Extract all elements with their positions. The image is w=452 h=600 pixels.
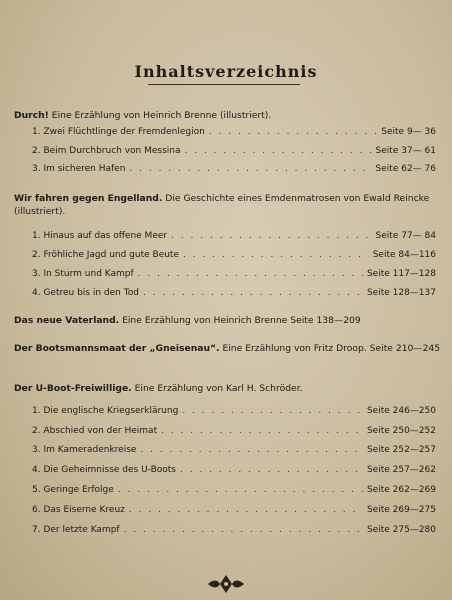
- toc-entry: [32, 504, 436, 516]
- entry-page: Seite 37— 61: [375, 146, 436, 156]
- toc-entry: [32, 249, 436, 261]
- dot-leader: [161, 425, 363, 437]
- entry-page: Seite 84—116: [372, 250, 436, 260]
- entry-page: Seite 257—262: [366, 465, 436, 475]
- section-heading-vaterland: [14, 314, 442, 327]
- dot-leader: [138, 268, 363, 280]
- section-description: Eine Erzählung von Heinrich Brenne (illustriert).: [51, 110, 272, 121]
- dot-leader: [185, 145, 372, 157]
- toc-entry: [32, 444, 436, 456]
- entry-label: 1. Hinaus auf das offene Meer: [32, 231, 168, 241]
- toc-entry: [32, 287, 436, 299]
- section-heading-durch: [14, 109, 442, 122]
- entry-page: Seite 252—257: [366, 445, 436, 455]
- entry-label: 3. Im Kameradenkreise: [32, 445, 137, 455]
- entry-label: 2. Beim Durchbruch von Messina: [32, 146, 181, 156]
- dot-leader: [124, 524, 363, 536]
- entry-label: 3. In Sturm und Kampf: [32, 269, 134, 279]
- toc-entry: [32, 268, 436, 280]
- entry-page: Seite 275—280: [366, 525, 436, 535]
- section-title: Durch!: [14, 110, 49, 121]
- entry-label: 2. Abschied von der Heimat: [32, 426, 158, 436]
- entry-label: 2. Fröhliche Jagd und gute Beute: [32, 250, 179, 260]
- entry-page: Seite 9— 36: [381, 127, 436, 137]
- entry-page: Seite 246—250: [366, 406, 436, 416]
- entry-page: Seite 262—269: [366, 485, 436, 495]
- dot-leader: [183, 249, 369, 261]
- title-underline: [148, 84, 300, 85]
- entry-label: 1. Die englische Kriegserklärung: [32, 406, 179, 416]
- dot-leader: [180, 464, 363, 476]
- dot-leader: [182, 405, 363, 417]
- entry-label: 1. Zwei Flüchtlinge der Fremdenlegion: [32, 127, 205, 137]
- toc-entry: [32, 464, 436, 476]
- dot-leader: [129, 163, 371, 175]
- toc-entry: [32, 405, 436, 417]
- entry-label: 5. Geringe Erfolge: [32, 485, 114, 495]
- section-heading-gneisenau: [14, 342, 442, 355]
- dot-leader: [143, 287, 363, 299]
- dot-leader: [209, 126, 377, 138]
- dot-leader: [140, 444, 363, 456]
- section-title: Der Bootsmannsmaat der „Gneisenau“.: [14, 343, 220, 354]
- entry-page: Seite 62— 76: [375, 164, 436, 174]
- dot-leader: [118, 484, 363, 496]
- toc-entry: [32, 425, 436, 437]
- entry-page: Seite 117—128: [366, 269, 436, 279]
- entry-page: Seite 269—275: [366, 505, 436, 515]
- toc-entry: [32, 524, 436, 536]
- entry-label: 7. Der letzte Kampf: [32, 525, 120, 535]
- toc-entry: [32, 126, 436, 138]
- page-title: Inhaltsverzeichnis: [134, 62, 318, 81]
- dot-leader: [129, 504, 363, 516]
- section-title: Das neue Vaterland.: [14, 315, 120, 326]
- toc-entry: [32, 230, 436, 242]
- section-description: Eine Erzählung von Heinrich Brenne Seite 138—209: [122, 315, 361, 326]
- entry-label: 6. Das Eiserne Kreuz: [32, 505, 125, 515]
- toc-entry: [32, 163, 436, 175]
- section-title: Der U-Boot-Freiwillige.: [14, 383, 132, 394]
- entry-label: 3. Im sicheren Hafen: [32, 164, 126, 174]
- section-title: Wir fahren gegen Engelland.: [14, 193, 163, 204]
- dot-leader: [171, 230, 371, 242]
- section-description: Die Geschichte eines Emdenmatrosen von Ewald Reincke (illustriert).: [14, 193, 430, 217]
- section-description: Eine Erzählung von Fritz Droop. Seite 210—245: [222, 343, 441, 354]
- entry-page: Seite 77— 84: [375, 231, 436, 241]
- toc-entry: [32, 484, 436, 496]
- toc-entry: [32, 145, 436, 157]
- section-description: Eine Erzählung von Karl H. Schröder.: [134, 383, 303, 394]
- section-heading-engelland: [14, 192, 442, 218]
- ornament-icon: [206, 573, 246, 595]
- entry-page: Seite 128—137: [366, 288, 436, 298]
- entry-label: 4. Die Geheimnisse des U-Boots: [32, 465, 176, 475]
- entry-label: 4. Getreu bis in den Tod: [32, 288, 139, 298]
- entry-page: Seite 250—252: [366, 426, 436, 436]
- section-heading-uboot: [14, 382, 442, 395]
